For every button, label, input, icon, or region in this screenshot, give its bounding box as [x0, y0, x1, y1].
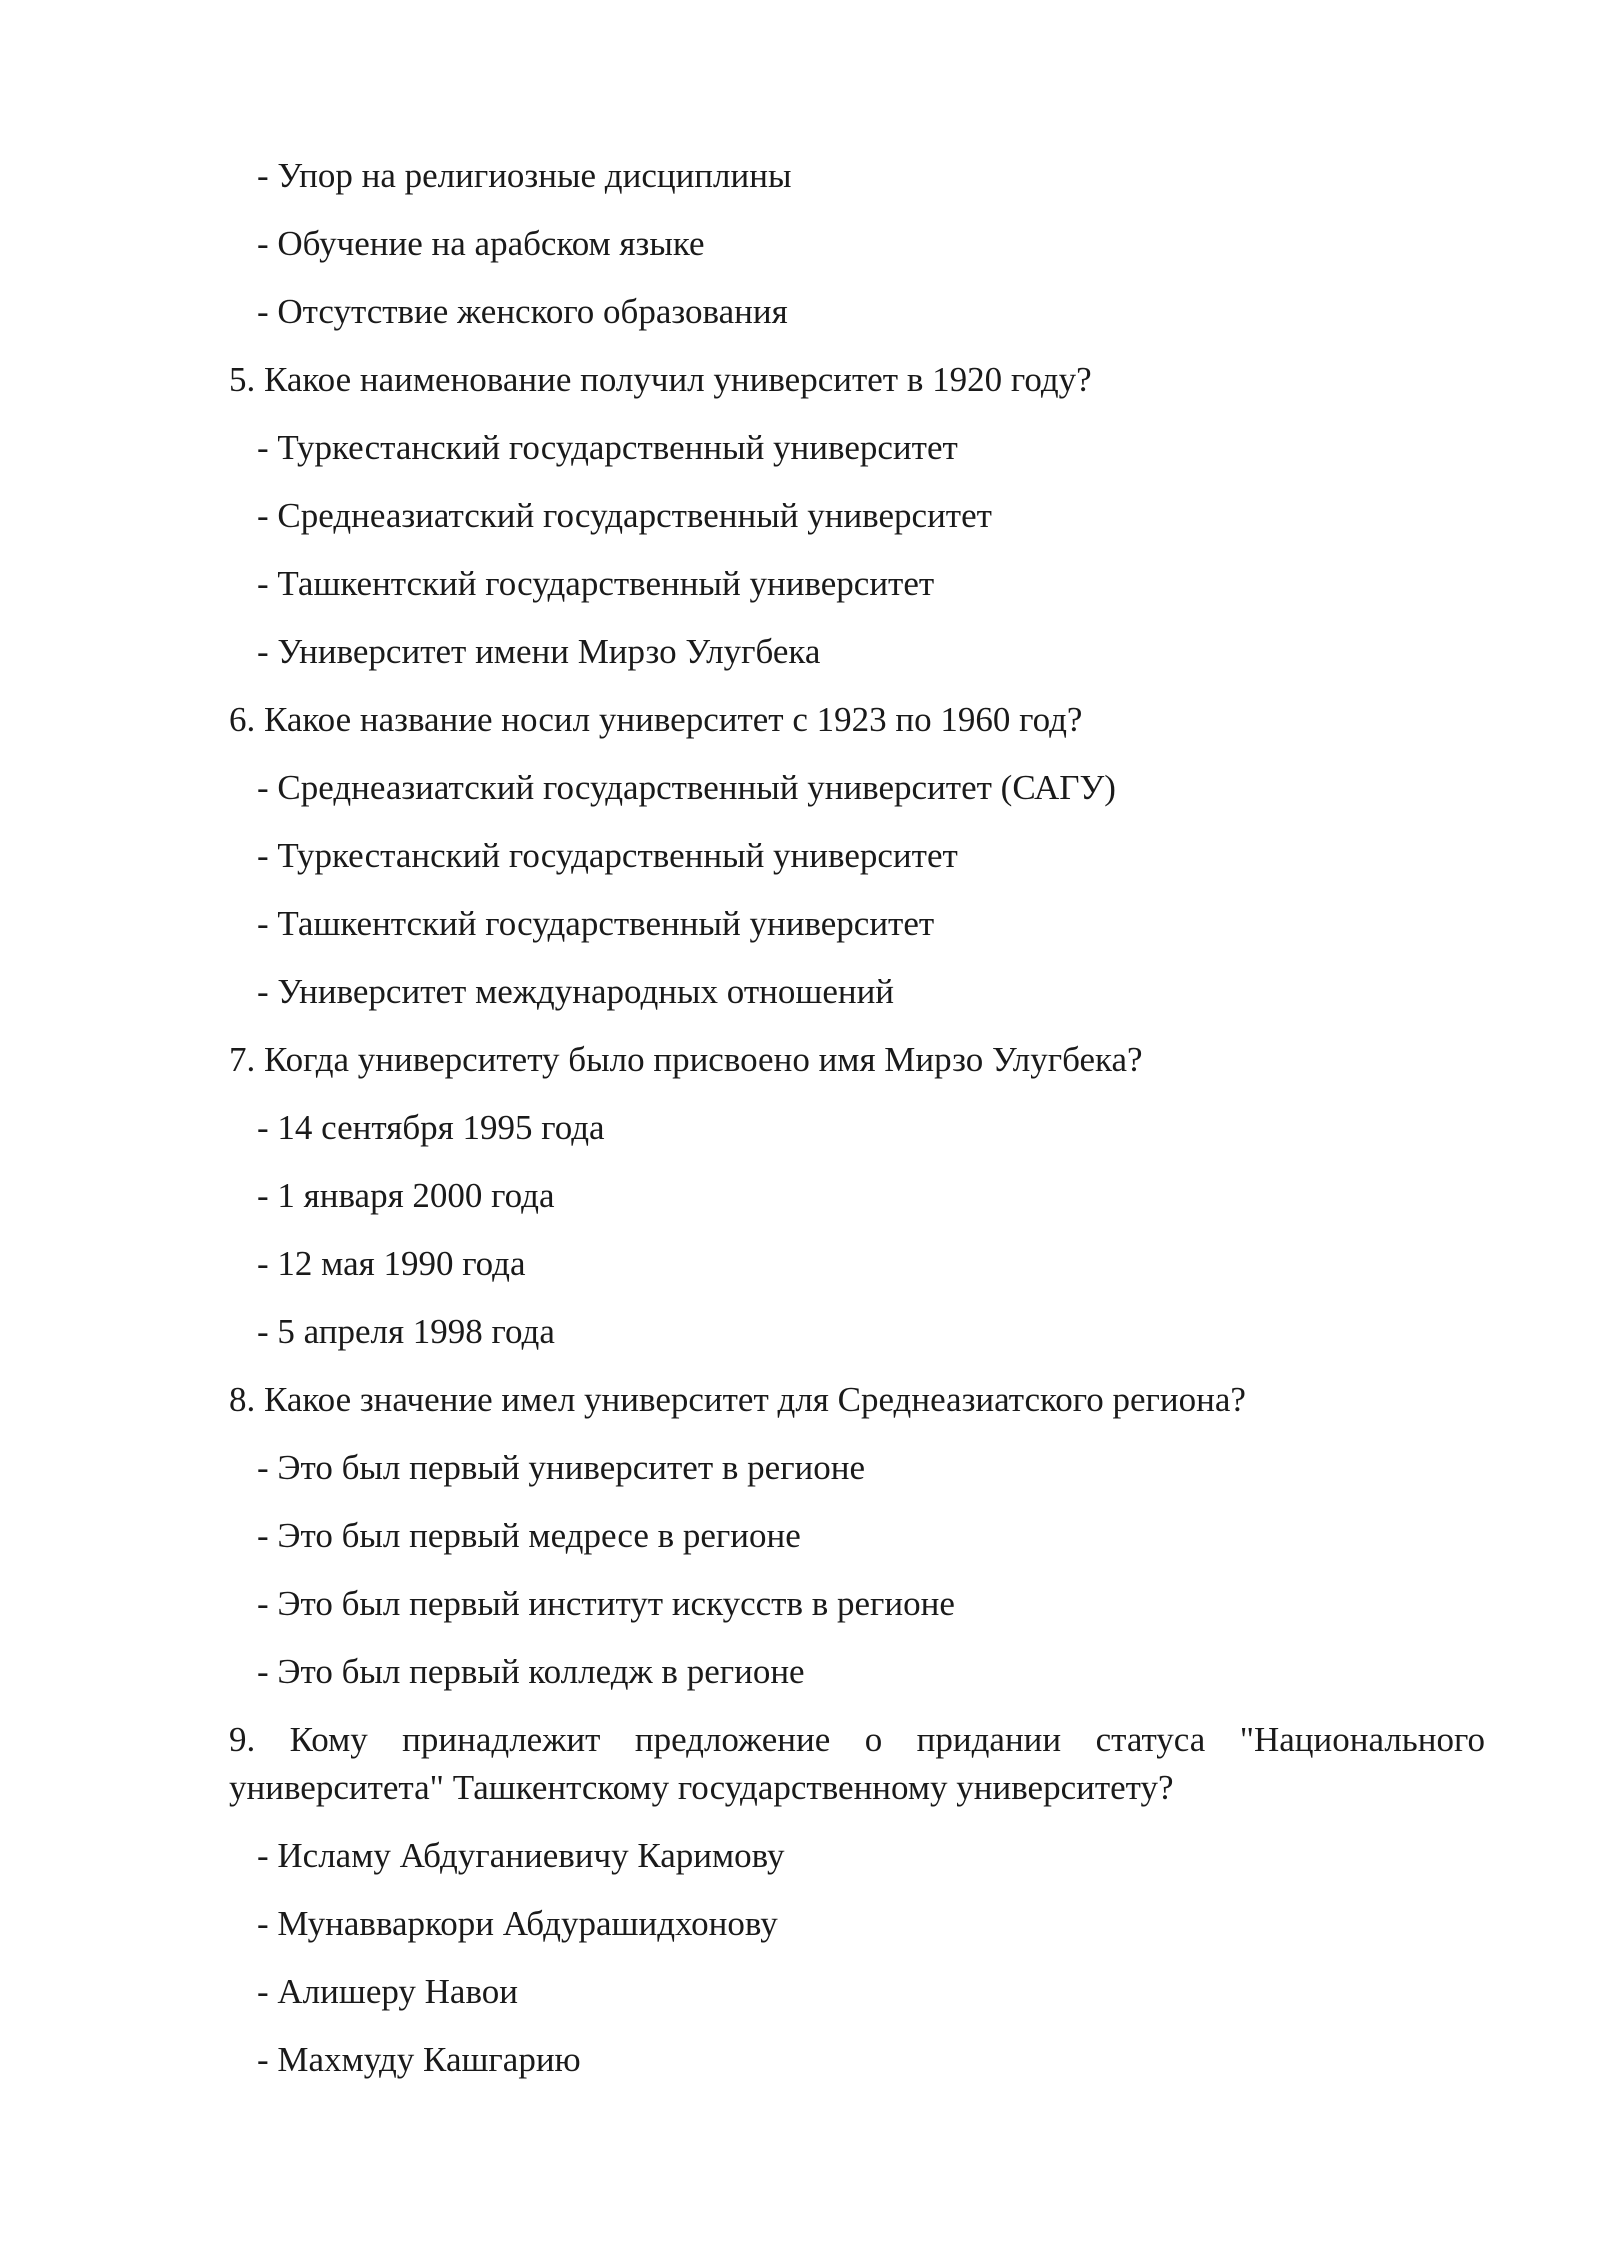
question-9: 9. Кому принадлежит предложение о придании статуса "Национального университета" Ташкентскому государственному университету?	[229, 1720, 1485, 1807]
answer-option: - Туркестанский государственный университет	[257, 428, 958, 467]
answer-option: - 12 мая 1990 года	[257, 1244, 526, 1283]
answer-option: - Исламу Абдуганиевичу Каримову	[257, 1836, 785, 1875]
answer-option: - Ташкентский государственный университет	[257, 904, 935, 943]
question-7: 7. Когда университету было присвоено имя Мирзо Улугбека?	[229, 1040, 1143, 1079]
question-5: 5. Какое наименование получил университет в 1920 году?	[229, 360, 1092, 399]
answer-option: - Среднеазиатский государственный университет (САГУ)	[257, 768, 1116, 807]
answer-option: - Упор на религиозные дисциплины	[257, 156, 792, 195]
answer-option: - 14 сентября 1995 года	[257, 1108, 605, 1147]
answer-option: - Мунавваркори Абдурашидхонову	[257, 1904, 778, 1943]
answer-option: - Отсутствие женского образования	[257, 292, 788, 331]
answer-option: - Университет международных отношений	[257, 972, 895, 1011]
answer-option: - Среднеазиатский государственный университет	[257, 496, 992, 535]
question-6: 6. Какое название носил университет с 1923 по 1960 год?	[229, 700, 1083, 739]
answer-option: - Алишеру Навои	[257, 1972, 518, 2011]
document-body	[229, 152, 1485, 2104]
answer-option: - Обучение на арабском языке	[257, 224, 705, 263]
answer-option: - Туркестанский государственный университет	[257, 836, 958, 875]
question-8: 8. Какое значение имел университет для Среднеазиатского региона?	[229, 1380, 1246, 1419]
answer-option: - Университет имени Мирзо Улугбека	[257, 632, 821, 671]
answer-option: - Это был первый университет в регионе	[257, 1448, 866, 1487]
answer-option: - 1 января 2000 года	[257, 1176, 555, 1215]
answer-option: - 5 апреля 1998 года	[257, 1312, 555, 1351]
answer-option: - Это был первый колледж в регионе	[257, 1652, 805, 1691]
answer-option: - Махмуду Кашгарию	[257, 2040, 581, 2079]
answer-option: - Ташкентский государственный университет	[257, 564, 935, 603]
answer-option: - Это был первый институт искусств в регионе	[257, 1584, 955, 1623]
answer-option: - Это был первый медресе в регионе	[257, 1516, 801, 1555]
